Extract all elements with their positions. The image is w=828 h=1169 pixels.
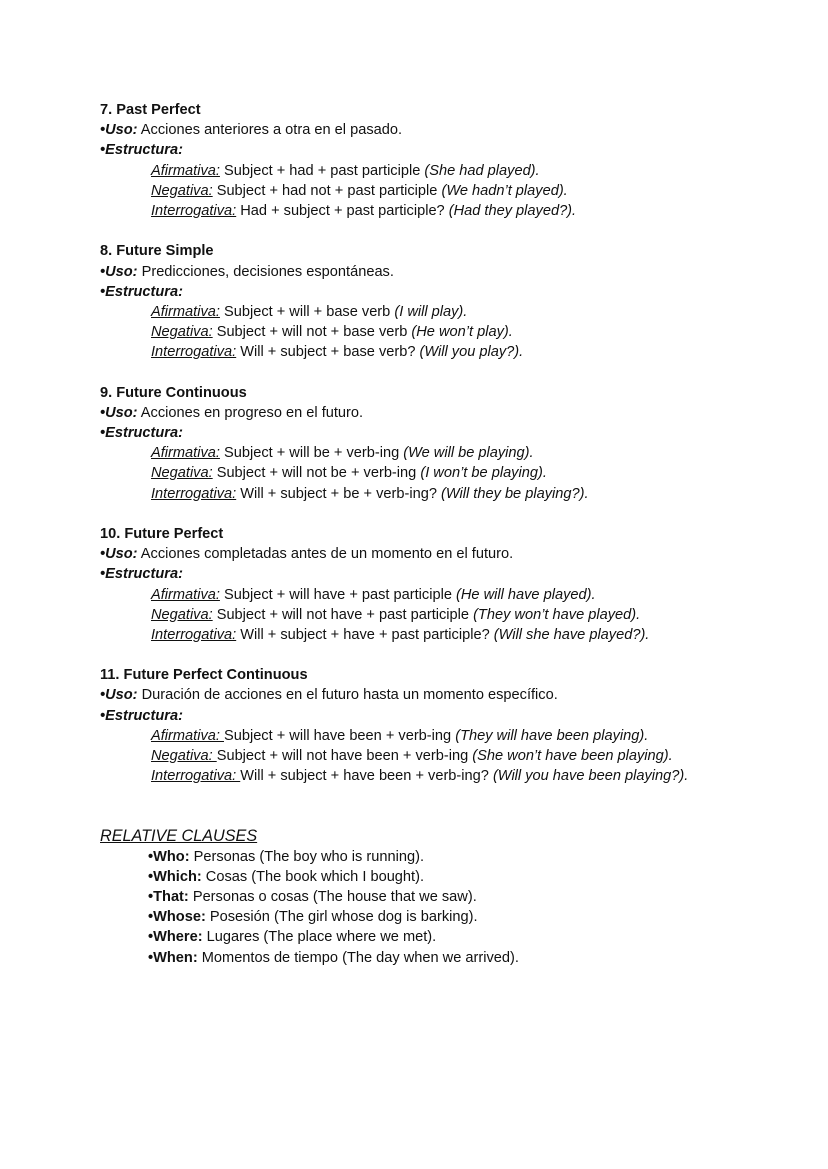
uso-line	[100, 544, 800, 564]
relative-clause-item	[100, 887, 800, 907]
form-label: Interrogativa:	[151, 344, 237, 361]
form-text: Will + subject + have + past participle?	[236, 626, 494, 643]
form-text: Will + subject + have been + verb-ing?	[240, 768, 493, 785]
form-interrogativa	[100, 625, 800, 645]
relative-clause-item	[100, 847, 800, 867]
form-text: Subject + will not have been + verb-ing	[216, 748, 473, 764]
uso-line	[100, 403, 800, 423]
form-label: Interrogativa:	[151, 485, 237, 502]
spacer	[100, 504, 800, 524]
form-negativa	[100, 746, 800, 766]
form-interrogativa	[100, 766, 800, 786]
form-label: Afirmativa:	[151, 445, 220, 462]
uso-text: Acciones en progreso en el futuro.	[137, 404, 364, 421]
form-afirmativa	[100, 726, 800, 746]
uso-text: Acciones anteriores a otra en el pasado.	[137, 122, 403, 139]
section-title: 10. Future Perfect	[100, 525, 224, 542]
section-title: 8. Future Simple	[100, 243, 214, 260]
form-example: (Will she have played?).	[493, 626, 650, 643]
form-text: Subject + will not + base verb	[212, 324, 412, 341]
uso-label: •Uso:	[100, 122, 138, 139]
uso-text: Acciones completadas antes de un momento en el futuro.	[137, 546, 514, 563]
uso-line	[100, 120, 800, 140]
document-page	[100, 100, 800, 968]
form-example: (We will be playing).	[403, 445, 534, 462]
form-text: Subject + will be + verb-ing	[219, 445, 404, 462]
form-label: Interrogativa:	[151, 626, 237, 643]
section-title: 7. Past Perfect	[100, 102, 201, 118]
section-future-perfect	[100, 524, 800, 645]
uso-label: •Uso:	[100, 404, 138, 421]
form-example: (Will you play?).	[419, 344, 524, 361]
uso-label: •Uso:	[100, 546, 138, 563]
form-label: Negativa:	[151, 324, 213, 341]
relative-clause-term: •Where:	[148, 929, 203, 946]
form-afirmativa	[100, 161, 800, 181]
form-example: (I won’t be playing).	[420, 465, 547, 482]
relative-clause-term: •When:	[148, 949, 198, 966]
form-interrogativa	[100, 484, 800, 504]
estructura-label: •Estructura:	[100, 283, 183, 300]
relative-clause-text: Personas o cosas (The house that we saw).	[188, 888, 477, 905]
form-example: (Had they played?).	[448, 202, 577, 219]
form-example: (He won’t play).	[411, 324, 513, 341]
relative-clause-term: •Which:	[148, 868, 202, 885]
form-label: Afirmativa:	[151, 586, 220, 603]
uso-text: Duración de acciones en el futuro hasta un momento específico.	[137, 687, 558, 704]
form-label: Interrogativa:	[151, 768, 241, 785]
estructura-label: •Estructura:	[100, 707, 183, 724]
uso-label: •Uso:	[100, 687, 138, 704]
section-future-simple	[100, 241, 800, 362]
form-interrogativa	[100, 201, 800, 221]
form-label: Negativa:	[151, 465, 213, 482]
form-negativa	[100, 181, 800, 201]
spacer	[100, 786, 800, 826]
section-future-perfect-continuous	[100, 665, 800, 786]
form-example: (We hadn’t played).	[441, 182, 568, 199]
form-negativa	[100, 322, 800, 342]
form-example: (She won’t have been playing).	[472, 748, 673, 764]
relative-clause-term: •Whose:	[148, 909, 206, 926]
section-title: 9. Future Continuous	[100, 384, 247, 401]
form-label: Interrogativa:	[151, 202, 237, 219]
form-afirmativa	[100, 443, 800, 463]
relative-clause-term: •Who:	[148, 848, 190, 865]
section-past-perfect	[100, 100, 800, 221]
form-text: Will + subject + be + verb-ing?	[236, 485, 442, 502]
form-label: Negativa:	[151, 606, 213, 623]
estructura-label: •Estructura:	[100, 425, 183, 441]
form-text: Had + subject + past participle?	[236, 202, 449, 219]
relative-clause-text: Cosas (The book which I bought).	[201, 868, 425, 885]
form-label: Afirmativa:	[151, 727, 224, 744]
form-negativa	[100, 605, 800, 625]
form-label: Afirmativa:	[151, 303, 220, 320]
spacer	[100, 645, 800, 665]
form-afirmativa	[100, 585, 800, 605]
form-text: Subject + will + base verb	[219, 303, 395, 320]
form-example: (Will you have been playing?).	[492, 768, 689, 785]
relative-clause-text: Momentos de tiempo (The day when we arrived).	[197, 949, 519, 966]
section-relative-clauses	[100, 826, 800, 967]
form-text: Will + subject + base verb?	[236, 344, 420, 361]
form-example: (They will have been playing).	[455, 727, 649, 744]
form-label: Negativa:	[151, 182, 213, 199]
relative-clause-text: Personas (The boy who is running).	[189, 848, 425, 865]
form-example: (They won’t have played).	[473, 606, 641, 623]
relative-clause-term: •That:	[148, 888, 189, 905]
spacer	[100, 221, 800, 241]
section-future-continuous	[100, 383, 800, 504]
form-text: Subject + had not + past participle	[212, 182, 442, 199]
form-text: Subject + will not be + verb-ing	[212, 465, 421, 482]
relative-clause-item	[100, 948, 800, 968]
form-label: Negativa:	[151, 748, 217, 764]
form-text: Subject + will have been + verb-ing	[223, 727, 456, 744]
estructura-label: •Estructura:	[100, 566, 183, 583]
uso-line	[100, 685, 800, 705]
relative-clause-text: Posesión (The girl whose dog is barking).	[205, 909, 478, 926]
form-example: (He will have played).	[456, 586, 596, 603]
uso-line	[100, 262, 800, 282]
form-interrogativa	[100, 342, 800, 362]
relative-clause-item	[100, 867, 800, 887]
form-negativa	[100, 463, 800, 483]
spacer	[100, 362, 800, 382]
form-text: Subject + will not have + past participle	[212, 606, 474, 623]
form-example: (Will they be playing?).	[441, 485, 589, 502]
form-example: (I will play).	[394, 303, 468, 320]
relative-clauses-title: RELATIVE CLAUSES	[100, 827, 258, 846]
relative-clause-item	[100, 927, 800, 947]
uso-text: Predicciones, decisiones espontáneas.	[137, 263, 394, 280]
section-title: 11. Future Perfect Continuous	[100, 667, 308, 684]
relative-clause-text: Lugares (The place where we met).	[202, 929, 437, 946]
form-text: Subject + will have + past participle	[219, 586, 456, 603]
form-afirmativa	[100, 302, 800, 322]
relative-clause-item	[100, 907, 800, 927]
form-label: Afirmativa:	[151, 162, 220, 179]
form-text: Subject + had + past participle	[219, 162, 425, 179]
uso-label: •Uso:	[100, 263, 138, 280]
estructura-label: •Estructura:	[100, 142, 183, 159]
form-example: (She had played).	[424, 162, 540, 179]
